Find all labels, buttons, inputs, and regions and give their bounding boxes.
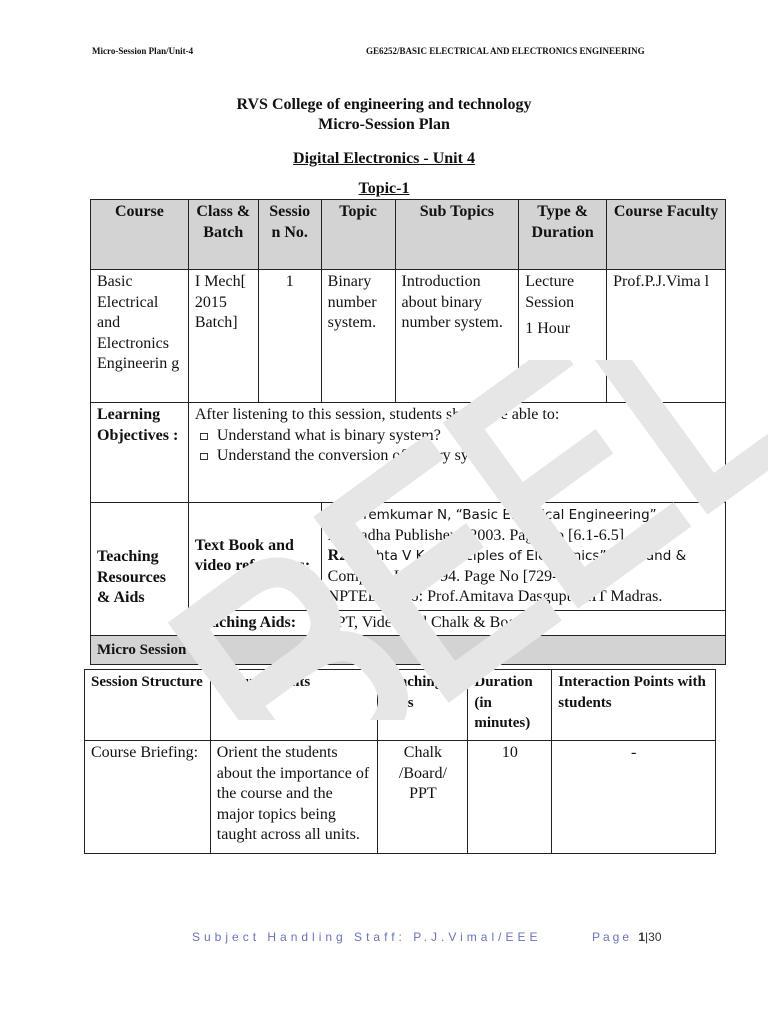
- header-teaching-aids: Teaching Aids: [378, 670, 468, 741]
- title-block: [0, 95, 768, 199]
- row-interaction: -: [552, 741, 716, 854]
- plan-table-header: [85, 670, 716, 741]
- r1-text: Premkumar N, “Basic Electrical Engineering”,: [355, 507, 661, 523]
- learning-objectives-label: Learning Objectives :: [91, 403, 189, 503]
- reference-r1: [328, 505, 719, 526]
- cell-faculty: Prof.P.J.Vima l: [607, 270, 726, 403]
- text-book-label: Text Book and video references:: [188, 503, 321, 611]
- objectives-list: [195, 426, 719, 467]
- header-class-batch: Class & Batch: [188, 200, 258, 270]
- course-row: [91, 270, 726, 403]
- header-course: Course: [91, 200, 189, 270]
- square-bullet-icon: [200, 453, 208, 460]
- objective-text: Understand what is binary system?: [216, 426, 441, 444]
- page-total: |30: [645, 930, 662, 944]
- course-table: [90, 199, 726, 665]
- references-content: [321, 503, 725, 611]
- header-interaction-points: Interaction Points with students: [552, 670, 716, 741]
- header-session-structure: Session Structure: [85, 670, 211, 741]
- running-header-left: Micro-Session Plan/Unit-4: [92, 46, 194, 56]
- course-table-header: [91, 200, 726, 270]
- header-type-duration: Type & Duration: [519, 200, 607, 270]
- college-name: RVS College of engineering and technology: [236, 96, 532, 113]
- footer-page: [592, 930, 662, 944]
- micro-session-plan-label: Micro Session Plan:: [91, 636, 726, 665]
- topic-title: Topic-1: [358, 180, 410, 197]
- page-prefix: Page: [592, 930, 639, 944]
- r2-tag: R2: [327, 547, 348, 564]
- square-bullet-icon: [200, 433, 208, 440]
- cell-course: Basic Electrical and Electronics Engineerin g: [91, 270, 189, 403]
- cell-type-duration: [519, 270, 607, 403]
- learning-objectives-intro: After listening to this session, students should be able to:: [194, 406, 560, 423]
- nptel-reference: NPTEL Video: Prof.Amitava Dasgupta, IIT Madras.: [327, 588, 663, 605]
- objective-text: Understand the conversion of binary system.: [216, 447, 504, 464]
- learning-objectives-content: [188, 403, 725, 503]
- r2-publisher: Company Ltd, 1994. Page No [729-738]: [327, 567, 587, 585]
- cell-class-batch: I Mech[ 2015 Batch]: [188, 270, 258, 403]
- cell-sub-topics: Introduction about binary number system.: [395, 270, 519, 403]
- header-topic: Topic: [321, 200, 395, 270]
- footer-staff: Subject Handling Staff: P.J.Vimal/EEE: [192, 930, 542, 944]
- cell-session-no: 1: [258, 270, 321, 403]
- header-lecture-points: Lecture Points: [210, 670, 378, 741]
- row-duration: 10: [468, 741, 552, 854]
- teaching-resources-label: Teaching Resources & Aids: [91, 503, 189, 636]
- cell-topic: Binary number system.: [321, 270, 395, 403]
- table-row: [85, 741, 716, 854]
- r2-text: . Mehta V K, “Principles of Electronics”, S.Chand &: [347, 548, 687, 564]
- objective-item: [195, 446, 719, 467]
- cell-type: Lecture Session: [525, 273, 575, 311]
- row-lecture-points: Orient the students about the importance of the course and the major topics being taught across all units.: [210, 741, 378, 854]
- running-header-right: GE6252/BASIC ELECTRICAL AND ELECTRONICS ENGINEERING: [366, 46, 645, 56]
- learning-objectives-row: [91, 403, 726, 503]
- cell-duration: 1 Hour: [525, 320, 571, 337]
- resources-row: [91, 503, 726, 611]
- header-course-faculty: Course Faculty: [607, 200, 726, 270]
- row-teaching-aids: Chalk /Board/ PPT: [378, 741, 468, 854]
- plan-title: Micro-Session Plan: [318, 116, 450, 133]
- header-session-no: Sessio n No.: [258, 200, 321, 270]
- objective-item: [195, 426, 719, 447]
- row-structure: Course Briefing:: [85, 741, 211, 854]
- subject-title: Digital Electronics - Unit 4: [293, 150, 475, 167]
- teaching-aids-value: PPT, Video and Chalk & Board: [321, 610, 725, 636]
- teaching-aids-label: Teaching Aids:: [188, 610, 321, 636]
- session-plan-table: [84, 669, 716, 854]
- r1-tag: R1.: [327, 506, 352, 523]
- micro-session-plan-row: [91, 636, 726, 665]
- r1-publisher: Anuradha Publishers, 2003. Page No [6.1-6.5]: [327, 526, 625, 544]
- header-duration: Duration (in minutes): [468, 670, 552, 741]
- header-sub-topics: Sub Topics: [395, 200, 519, 270]
- reference-r2: [328, 546, 719, 567]
- page-number: 1: [638, 930, 646, 944]
